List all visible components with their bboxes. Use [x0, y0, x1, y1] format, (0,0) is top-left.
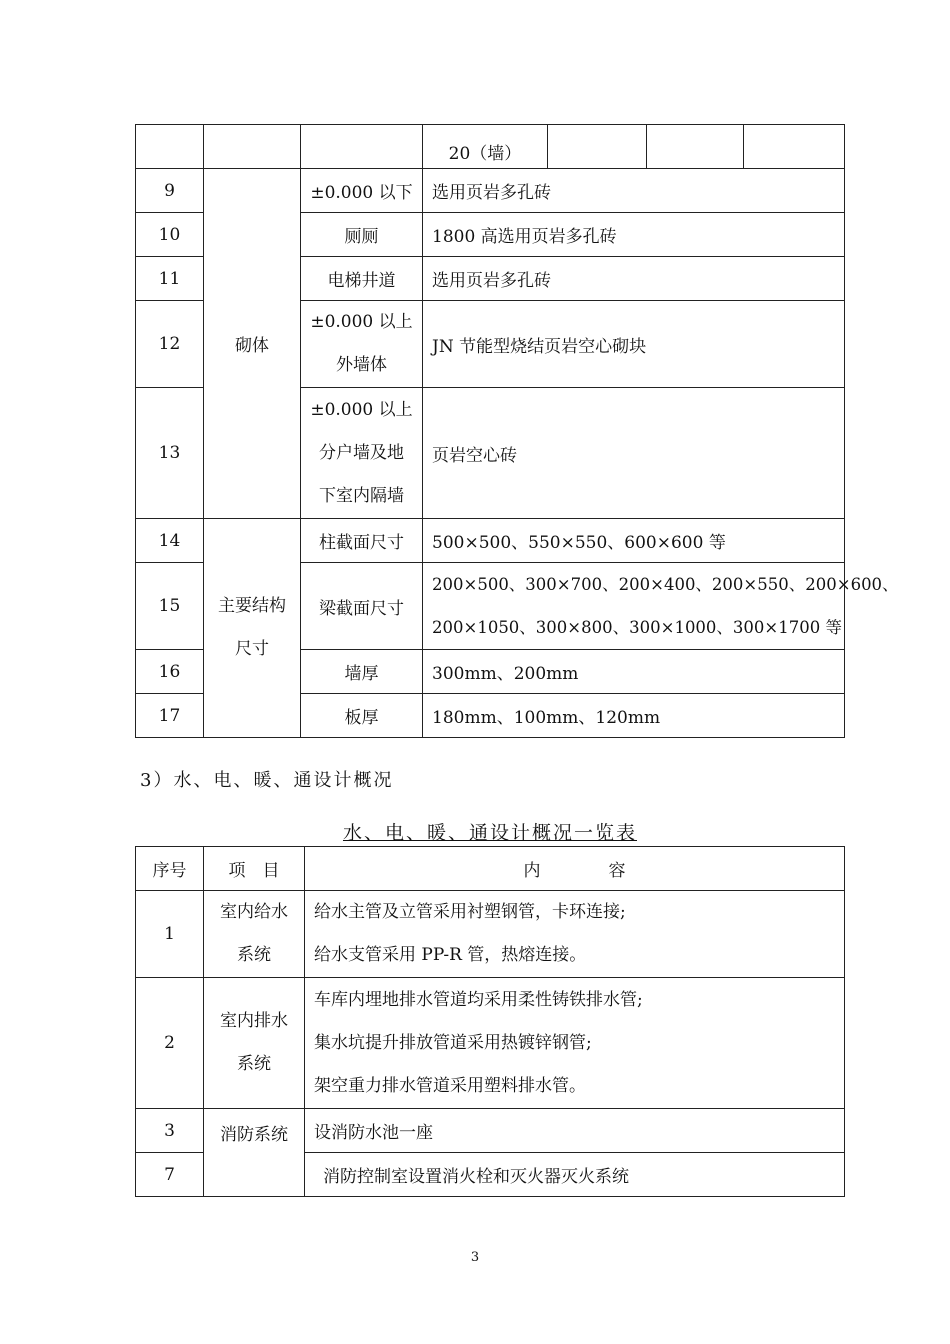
row-number: 1 — [136, 891, 204, 978]
content-cell — [423, 563, 899, 650]
content-cell: 选用页岩多孔砖 — [423, 257, 845, 301]
item-line: 外墙体 — [336, 355, 387, 375]
mep-overview-table — [135, 846, 845, 1197]
item-line: 室内排水 — [220, 1011, 288, 1031]
content-line: 架空重力排水管道采用塑料排水管。 — [314, 1075, 586, 1096]
table-row — [136, 978, 845, 1109]
item-line: 下室内隔墙 — [319, 485, 404, 506]
row-number: 2 — [136, 978, 204, 1109]
content-cell: 300mm、200mm — [423, 650, 845, 694]
row-number: 16 — [136, 650, 204, 694]
content-cell — [305, 978, 845, 1109]
content-cell: JN 节能型烧结页岩空心砌块 — [423, 301, 845, 388]
content-cell — [647, 125, 744, 169]
row-number: 9 — [136, 169, 204, 213]
item-cell: 板厚 — [301, 694, 423, 738]
content-cell — [548, 125, 647, 169]
content-cell: 页岩空心砖 — [423, 388, 845, 519]
row-number: 15 — [136, 563, 204, 650]
item-cell — [301, 301, 423, 388]
table-row — [136, 169, 845, 213]
row-number-cell — [136, 125, 204, 169]
item-cell: ±0.000 以下 — [301, 169, 423, 213]
item-cell: 消防系统 — [204, 1109, 305, 1197]
content-line: 200×1050、300×800、300×1000、300×1700 等 — [432, 618, 842, 637]
item-line: 系统 — [237, 1054, 271, 1074]
item-cell — [204, 891, 305, 978]
item-line: ±0.000 以上 — [310, 399, 413, 420]
group-masonry: 砌体 — [204, 169, 301, 519]
content-cell: 选用页岩多孔砖 — [423, 169, 845, 213]
row-number: 10 — [136, 213, 204, 257]
item-cell: 墙厚 — [301, 650, 423, 694]
row-number: 17 — [136, 694, 204, 738]
content-line: 给水支管采用 PP-R 管，热熔连接。 — [314, 945, 587, 965]
header-item: 项 目 — [204, 847, 305, 891]
header-content: 内 容 — [305, 847, 845, 891]
item-cell: 20（墙） — [423, 125, 548, 169]
content-line: 200×500、300×700、200×400、200×550、200×600、 — [432, 575, 899, 594]
header-no: 序号 — [136, 847, 204, 891]
table-row — [136, 519, 845, 563]
group-cell — [204, 125, 301, 169]
row-number: 14 — [136, 519, 204, 563]
row-number: 12 — [136, 301, 204, 388]
content-cell: 消防控制室设置消火栓和灭火器灭火系统 — [305, 1153, 845, 1197]
structure-table — [135, 124, 899, 738]
section-heading: 3）水、电、暖、通设计概况 — [140, 770, 394, 791]
item-cell — [204, 978, 305, 1109]
item-line: 分户墙及地 — [319, 442, 404, 463]
row-number: 7 — [136, 1153, 204, 1197]
item-cell: 梁截面尺寸 — [301, 563, 423, 650]
table-title: 水、电、暖、通设计概况一览表 — [342, 822, 637, 844]
item-cell: 柱截面尺寸 — [301, 519, 423, 563]
table-header-row — [136, 847, 845, 891]
content-line: 车库内埋地排水管道均采用柔性铸铁排水管; — [314, 989, 643, 1010]
item-line: 系统 — [237, 945, 271, 965]
content-line: 集水坑提升排放管道采用热镀锌钢管; — [314, 1032, 592, 1053]
content-cell: 500×500、550×550、600×600 等 — [423, 519, 845, 563]
item-cell: 厕厕 — [301, 213, 423, 257]
item-cell — [301, 125, 423, 169]
table-row — [136, 1109, 845, 1153]
content-cell: 180mm、100mm、120mm — [423, 694, 845, 738]
row-number: 3 — [136, 1109, 204, 1153]
group-line: 主要结构 — [218, 596, 286, 616]
content-cell: 设消防水池一座 — [305, 1109, 845, 1153]
content-cell — [744, 125, 845, 169]
content-cell — [305, 891, 845, 978]
page-number: 3 — [470, 1250, 480, 1265]
table-row — [136, 125, 845, 169]
item-line: 室内给水 — [220, 902, 288, 922]
row-number: 13 — [136, 388, 204, 519]
item-cell — [301, 388, 423, 519]
content-cell: 1800 高选用页岩多孔砖 — [423, 213, 845, 257]
row-number: 11 — [136, 257, 204, 301]
group-line: 尺寸 — [235, 639, 269, 659]
group-main-structure-size — [204, 519, 301, 738]
content-line: 给水主管及立管采用衬塑钢管，卡环连接; — [314, 902, 626, 922]
item-cell: 电梯井道 — [301, 257, 423, 301]
table-row — [136, 891, 845, 978]
item-line: ±0.000 以上 — [310, 312, 413, 332]
